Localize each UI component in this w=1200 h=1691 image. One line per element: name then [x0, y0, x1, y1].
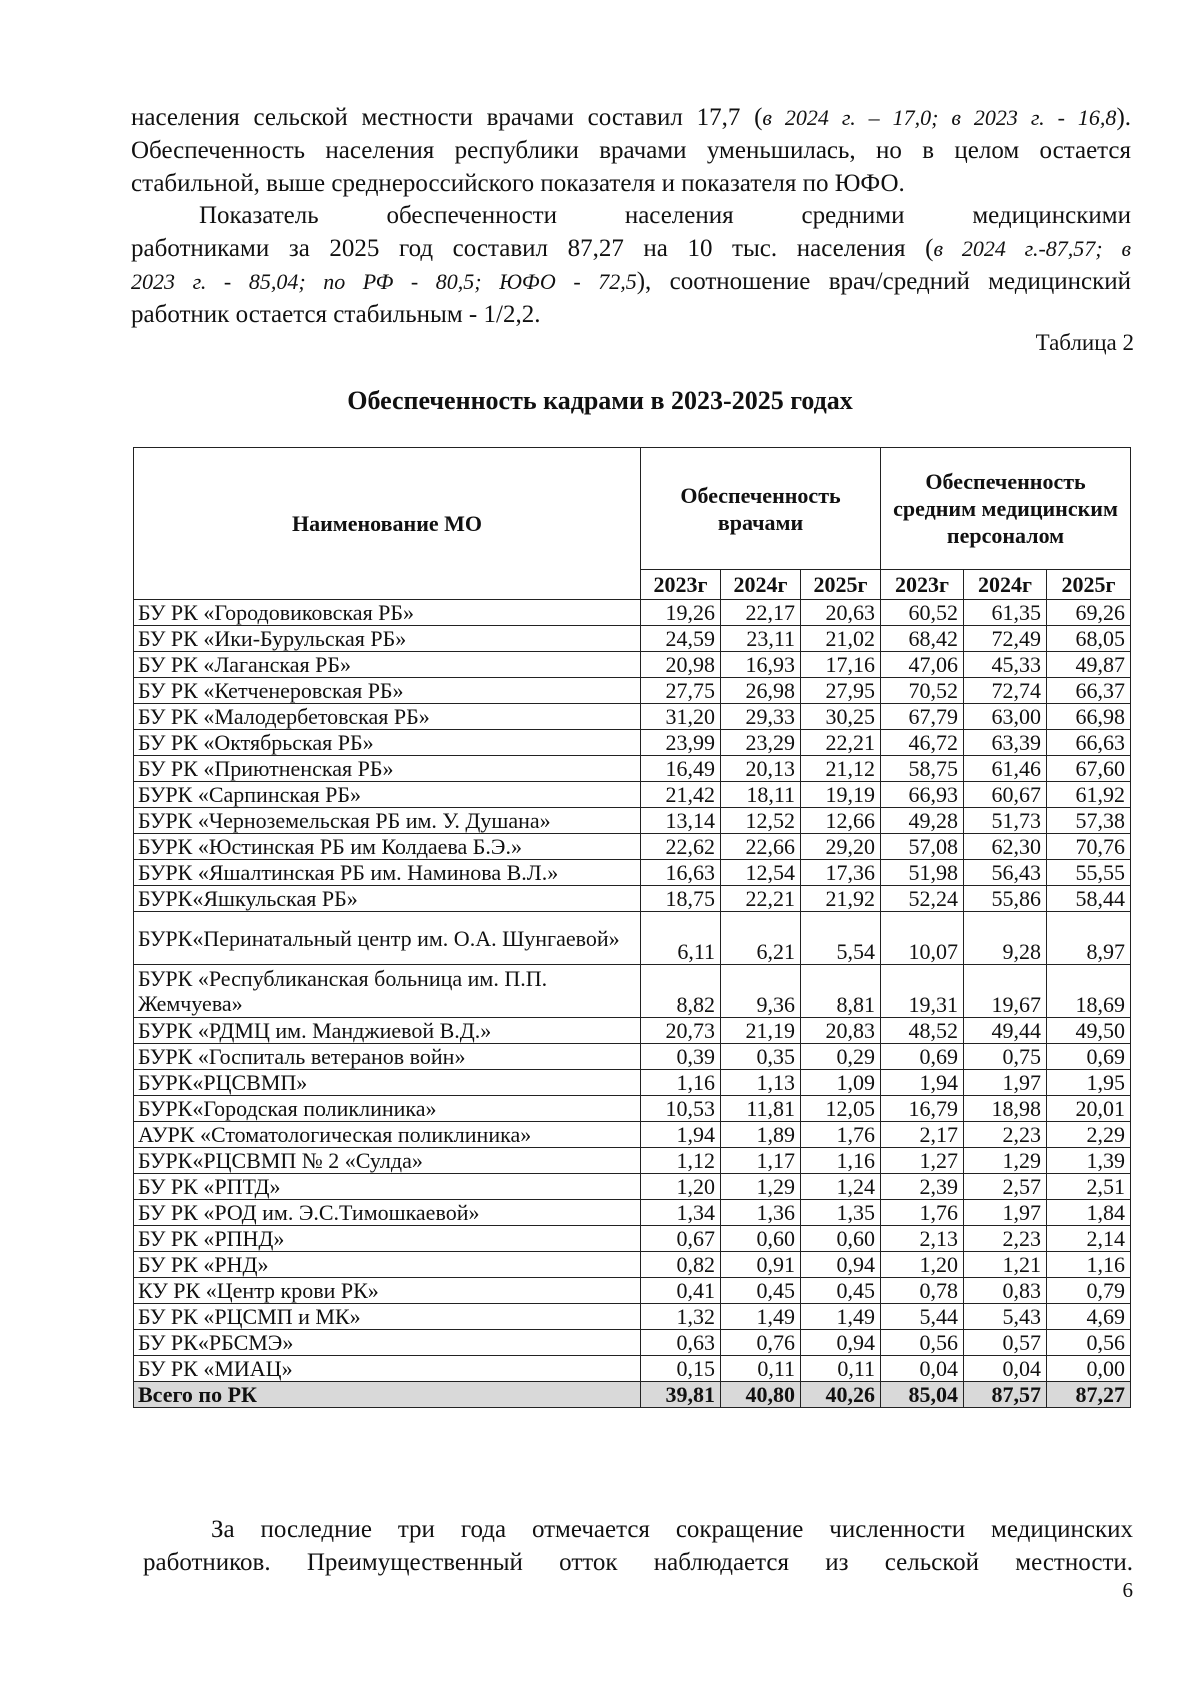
value-cell: 0,91 [721, 1252, 801, 1278]
value-cell: 5,43 [964, 1304, 1047, 1330]
value-cell: 2,17 [881, 1122, 964, 1148]
intro-paragraph [131, 101, 1131, 200]
value-cell: 0,69 [1047, 1044, 1131, 1070]
value-cell: 18,75 [641, 886, 721, 912]
value-cell: 0,76 [721, 1330, 801, 1356]
value-cell: 39,81 [641, 1382, 721, 1408]
value-cell: 21,42 [641, 782, 721, 808]
value-cell: 0,60 [801, 1226, 881, 1252]
value-cell: 48,52 [881, 1018, 964, 1044]
table-row [134, 834, 1131, 860]
year-header: 2024г [964, 570, 1047, 600]
table-label: Таблица 2 [1035, 330, 1134, 355]
value-cell: 1,16 [641, 1070, 721, 1096]
value-cell: 2,39 [881, 1174, 964, 1200]
value-cell: 27,95 [801, 678, 881, 704]
value-cell: 0,75 [964, 1044, 1047, 1070]
value-cell: 0,94 [801, 1252, 881, 1278]
value-cell: 22,21 [801, 730, 881, 756]
value-cell: 1,24 [801, 1174, 881, 1200]
value-cell: 68,42 [881, 626, 964, 652]
value-cell: 1,21 [964, 1252, 1047, 1278]
text-line: За последние три года отмечается сокращение численности медицинских [211, 1516, 1133, 1543]
table-body [134, 600, 1131, 1408]
header-nurses: Обеспеченность средним медицинским персоналом [881, 448, 1131, 570]
value-cell: 1,27 [881, 1148, 964, 1174]
value-cell: 0,60 [721, 1226, 801, 1252]
table-row [134, 860, 1131, 886]
mo-name-cell: Всего по РК [134, 1382, 641, 1408]
value-cell: 1,29 [964, 1148, 1047, 1174]
value-cell: 2,23 [964, 1122, 1047, 1148]
text-line: стабильной, выше среднероссийского показателя и показателя по ЮФО. [131, 170, 905, 197]
value-cell: 26,98 [721, 678, 801, 704]
value-cell: 30,25 [801, 704, 881, 730]
mo-name-cell: БУ РК «МИАЦ» [134, 1356, 641, 1382]
value-cell: 70,76 [1047, 834, 1131, 860]
table-row [134, 678, 1131, 704]
value-cell: 12,66 [801, 808, 881, 834]
value-cell: 40,80 [721, 1382, 801, 1408]
value-cell: 20,83 [801, 1018, 881, 1044]
text-line: работник остается стабильным - 1/2,2. [131, 301, 541, 328]
mo-name-cell: БУ РК «Городовиковская РБ» [134, 600, 641, 626]
value-cell: 1,94 [881, 1070, 964, 1096]
value-cell: 40,26 [801, 1382, 881, 1408]
value-cell: 16,93 [721, 652, 801, 678]
value-cell: 66,93 [881, 782, 964, 808]
value-cell: 31,20 [641, 704, 721, 730]
value-cell: 0,11 [801, 1356, 881, 1382]
value-cell: 1,32 [641, 1304, 721, 1330]
value-cell: 67,60 [1047, 756, 1131, 782]
value-cell: 20,13 [721, 756, 801, 782]
table-row [134, 704, 1131, 730]
value-cell: 2,13 [881, 1226, 964, 1252]
mo-name-cell: БУРК«Городская поликлиника» [134, 1096, 641, 1122]
total-row [134, 1382, 1131, 1408]
value-cell: 19,31 [881, 965, 964, 1018]
closing-paragraph [143, 1513, 1133, 1579]
header-doctors: Обеспеченность врачами [641, 448, 881, 570]
mo-name-cell: БУ РК «Октябрьская РБ» [134, 730, 641, 756]
table-row [134, 626, 1131, 652]
mo-name-cell: БУРК «Госпиталь ветеранов войн» [134, 1044, 641, 1070]
value-cell: 23,99 [641, 730, 721, 756]
value-cell: 1,36 [721, 1200, 801, 1226]
table-row [134, 1122, 1131, 1148]
value-cell: 20,98 [641, 652, 721, 678]
mo-name-cell: КУ РК «Центр крови РК» [134, 1278, 641, 1304]
text-line: 2023 г. - 85,04; по РФ - 80,5; ЮФО - 72,5), соотношение врач/средний медицинский [131, 268, 1131, 295]
value-cell: 57,38 [1047, 808, 1131, 834]
value-cell: 63,39 [964, 730, 1047, 756]
value-cell: 47,06 [881, 652, 964, 678]
table-row [134, 1278, 1131, 1304]
value-cell: 61,92 [1047, 782, 1131, 808]
value-cell: 46,72 [881, 730, 964, 756]
value-cell: 21,92 [801, 886, 881, 912]
year-header: 2024г [721, 570, 801, 600]
table-row [134, 1252, 1131, 1278]
value-cell: 0,57 [964, 1330, 1047, 1356]
value-cell: 21,19 [721, 1018, 801, 1044]
year-header: 2023г [641, 570, 721, 600]
value-cell: 21,12 [801, 756, 881, 782]
mo-name-cell: БУ РК«РБСМЭ» [134, 1330, 641, 1356]
table-row [134, 600, 1131, 626]
value-cell: 18,98 [964, 1096, 1047, 1122]
value-cell: 62,30 [964, 834, 1047, 860]
value-cell: 6,11 [641, 912, 721, 965]
value-cell: 0,63 [641, 1330, 721, 1356]
value-cell: 12,05 [801, 1096, 881, 1122]
value-cell: 16,63 [641, 860, 721, 886]
value-cell: 0,04 [964, 1356, 1047, 1382]
table-row [134, 1148, 1131, 1174]
value-cell: 1,17 [721, 1148, 801, 1174]
value-cell: 1,97 [964, 1070, 1047, 1096]
table-row [134, 1018, 1131, 1044]
value-cell: 0,82 [641, 1252, 721, 1278]
mo-name-cell: БУРК «РДМЦ им. Манджиевой В.Д.» [134, 1018, 641, 1044]
staffing-table [133, 447, 1131, 1408]
mo-name-cell: БУ РК «Ики-Бурульская РБ» [134, 626, 641, 652]
value-cell: 8,97 [1047, 912, 1131, 965]
value-cell: 1,97 [964, 1200, 1047, 1226]
value-cell: 85,04 [881, 1382, 964, 1408]
mo-name-cell: БУРК«Перинатальный центр им. О.А. Шунгаевой» [134, 912, 641, 965]
mo-name-cell: БУ РК «РОД им. Э.С.Тимошкаевой» [134, 1200, 641, 1226]
table-row [134, 912, 1131, 965]
value-cell: 55,55 [1047, 860, 1131, 886]
table-row [134, 1044, 1131, 1070]
value-cell: 19,67 [964, 965, 1047, 1018]
value-cell: 1,84 [1047, 1200, 1131, 1226]
page-number: 6 [1122, 1578, 1133, 1602]
value-cell: 0,94 [801, 1330, 881, 1356]
value-cell: 1,20 [881, 1252, 964, 1278]
value-cell: 2,29 [1047, 1122, 1131, 1148]
table-row [134, 1096, 1131, 1122]
mo-name-cell: БУ РК «Лаганская РБ» [134, 652, 641, 678]
mo-name-cell: БУ РК «РПТД» [134, 1174, 641, 1200]
value-cell: 45,33 [964, 652, 1047, 678]
value-cell: 87,27 [1047, 1382, 1131, 1408]
header-mo-name: Наименование МО [134, 448, 641, 600]
mo-name-cell: БУ РК «РЦСМП и МК» [134, 1304, 641, 1330]
text-line: работников. Преимущественный отток наблюдается из сельской местности. [143, 1549, 1133, 1576]
value-cell: 12,54 [721, 860, 801, 886]
value-cell: 0,45 [721, 1278, 801, 1304]
mo-name-cell: БУРК«Яшкульская РБ» [134, 886, 641, 912]
value-cell: 17,36 [801, 860, 881, 886]
value-cell: 9,28 [964, 912, 1047, 965]
staffing-table-container [133, 447, 1130, 1408]
value-cell: 58,75 [881, 756, 964, 782]
table-row [134, 1070, 1131, 1096]
value-cell: 66,63 [1047, 730, 1131, 756]
table-row [134, 808, 1131, 834]
value-cell: 1,16 [801, 1148, 881, 1174]
value-cell: 1,39 [1047, 1148, 1131, 1174]
value-cell: 52,24 [881, 886, 964, 912]
text-line: Показатель обеспеченности населения средними медицинскими [199, 202, 1131, 229]
value-cell: 16,79 [881, 1096, 964, 1122]
value-cell: 0,39 [641, 1044, 721, 1070]
mo-name-cell: БУ РК «Кетченеровская РБ» [134, 678, 641, 704]
value-cell: 0,79 [1047, 1278, 1131, 1304]
value-cell: 0,11 [721, 1356, 801, 1382]
value-cell: 0,00 [1047, 1356, 1131, 1382]
value-cell: 1,76 [801, 1122, 881, 1148]
value-cell: 19,19 [801, 782, 881, 808]
value-cell: 20,63 [801, 600, 881, 626]
value-cell: 72,74 [964, 678, 1047, 704]
value-cell: 0,56 [881, 1330, 964, 1356]
value-cell: 20,73 [641, 1018, 721, 1044]
value-cell: 1,29 [721, 1174, 801, 1200]
mo-name-cell: БУРК «Сарпинская РБ» [134, 782, 641, 808]
value-cell: 24,59 [641, 626, 721, 652]
value-cell: 10,53 [641, 1096, 721, 1122]
mo-name-cell: БУРК«РЦСВМП № 2 «Сулда» [134, 1148, 641, 1174]
value-cell: 22,62 [641, 834, 721, 860]
value-cell: 12,52 [721, 808, 801, 834]
value-cell: 2,23 [964, 1226, 1047, 1252]
value-cell: 49,28 [881, 808, 964, 834]
value-cell: 72,49 [964, 626, 1047, 652]
value-cell: 0,15 [641, 1356, 721, 1382]
value-cell: 67,79 [881, 704, 964, 730]
value-cell: 1,94 [641, 1122, 721, 1148]
value-cell: 17,16 [801, 652, 881, 678]
value-cell: 1,35 [801, 1200, 881, 1226]
value-cell: 27,75 [641, 678, 721, 704]
value-cell: 1,49 [721, 1304, 801, 1330]
value-cell: 61,46 [964, 756, 1047, 782]
value-cell: 18,11 [721, 782, 801, 808]
table-row [134, 965, 1131, 1018]
text-line: Обеспеченность населения республики врачами уменьшилась, но в целом остается [131, 137, 1131, 164]
mo-name-cell: БУ РК «РПНД» [134, 1226, 641, 1252]
value-cell: 1,20 [641, 1174, 721, 1200]
value-cell: 0,67 [641, 1226, 721, 1252]
table-row [134, 1200, 1131, 1226]
value-cell: 61,35 [964, 600, 1047, 626]
value-cell: 63,00 [964, 704, 1047, 730]
table-row [134, 652, 1131, 678]
value-cell: 0,41 [641, 1278, 721, 1304]
value-cell: 22,21 [721, 886, 801, 912]
value-cell: 29,33 [721, 704, 801, 730]
year-header: 2025г [1047, 570, 1131, 600]
value-cell: 1,95 [1047, 1070, 1131, 1096]
table-row [134, 886, 1131, 912]
text-line: населения сельской местности врачами составил 17,7 (в 2024 г. – 17,0; в 2023 г. - 16,8). [131, 104, 1132, 131]
mo-name-cell: БУРК «Юстинская РБ им Колдаева Б.Э.» [134, 834, 641, 860]
table-row [134, 730, 1131, 756]
value-cell: 22,17 [721, 600, 801, 626]
value-cell: 20,01 [1047, 1096, 1131, 1122]
mo-name-cell: БУРК «Черноземельская РБ им. У. Душана» [134, 808, 641, 834]
nurses-paragraph [131, 199, 1131, 331]
mo-name-cell: БУ РК «Малодербетовская РБ» [134, 704, 641, 730]
table-row [134, 1356, 1131, 1382]
value-cell: 0,29 [801, 1044, 881, 1070]
value-cell: 66,98 [1047, 704, 1131, 730]
mo-name-cell: АУРК «Стоматологическая поликлиника» [134, 1122, 641, 1148]
table-title: Обеспеченность кадрами в 2023-2025 годах [347, 386, 853, 415]
year-header: 2023г [881, 570, 964, 600]
value-cell: 4,69 [1047, 1304, 1131, 1330]
table-row [134, 1174, 1131, 1200]
value-cell: 87,57 [964, 1382, 1047, 1408]
value-cell: 22,66 [721, 834, 801, 860]
table-row [134, 1304, 1131, 1330]
value-cell: 56,43 [964, 860, 1047, 886]
value-cell: 49,50 [1047, 1018, 1131, 1044]
value-cell: 0,45 [801, 1278, 881, 1304]
year-header: 2025г [801, 570, 881, 600]
value-cell: 10,07 [881, 912, 964, 965]
table-row [134, 1226, 1131, 1252]
mo-name-cell: БУ РК «Приютненская РБ» [134, 756, 641, 782]
value-cell: 1,09 [801, 1070, 881, 1096]
value-cell: 55,86 [964, 886, 1047, 912]
value-cell: 18,69 [1047, 965, 1131, 1018]
value-cell: 5,44 [881, 1304, 964, 1330]
value-cell: 1,76 [881, 1200, 964, 1226]
value-cell: 1,34 [641, 1200, 721, 1226]
value-cell: 70,52 [881, 678, 964, 704]
value-cell: 60,67 [964, 782, 1047, 808]
value-cell: 51,73 [964, 808, 1047, 834]
value-cell: 0,56 [1047, 1330, 1131, 1356]
value-cell: 0,83 [964, 1278, 1047, 1304]
table-row [134, 756, 1131, 782]
value-cell: 57,08 [881, 834, 964, 860]
value-cell: 6,21 [721, 912, 801, 965]
value-cell: 5,54 [801, 912, 881, 965]
value-cell: 0,69 [881, 1044, 964, 1070]
value-cell: 2,51 [1047, 1174, 1131, 1200]
mo-name-cell: БУРК «Яшалтинская РБ им. Наминова В.Л.» [134, 860, 641, 886]
mo-name-cell: БУРК«РЦСВМП» [134, 1070, 641, 1096]
value-cell: 60,52 [881, 600, 964, 626]
value-cell: 29,20 [801, 834, 881, 860]
value-cell: 1,12 [641, 1148, 721, 1174]
value-cell: 21,02 [801, 626, 881, 652]
table-row [134, 1330, 1131, 1356]
value-cell: 51,98 [881, 860, 964, 886]
table-row [134, 782, 1131, 808]
value-cell: 13,14 [641, 808, 721, 834]
value-cell: 9,36 [721, 965, 801, 1018]
value-cell: 58,44 [1047, 886, 1131, 912]
value-cell: 49,44 [964, 1018, 1047, 1044]
text-line: работниками за 2025 год составил 87,27 на 10 тыс. населения (в 2024 г.-87,57; в [131, 235, 1131, 262]
value-cell: 66,37 [1047, 678, 1131, 704]
value-cell: 16,49 [641, 756, 721, 782]
value-cell: 23,11 [721, 626, 801, 652]
mo-name-cell: БУ РК «РНД» [134, 1252, 641, 1278]
value-cell: 11,81 [721, 1096, 801, 1122]
value-cell: 19,26 [641, 600, 721, 626]
value-cell: 2,57 [964, 1174, 1047, 1200]
value-cell: 2,14 [1047, 1226, 1131, 1252]
value-cell: 0,78 [881, 1278, 964, 1304]
mo-name-cell: БУРК «Республиканская больница им. П.П. Жемчуева» [134, 965, 641, 1018]
value-cell: 0,04 [881, 1356, 964, 1382]
value-cell: 49,87 [1047, 652, 1131, 678]
value-cell: 8,81 [801, 965, 881, 1018]
value-cell: 8,82 [641, 965, 721, 1018]
value-cell: 68,05 [1047, 626, 1131, 652]
value-cell: 1,49 [801, 1304, 881, 1330]
value-cell: 1,16 [1047, 1252, 1131, 1278]
value-cell: 1,89 [721, 1122, 801, 1148]
value-cell: 69,26 [1047, 600, 1131, 626]
value-cell: 0,35 [721, 1044, 801, 1070]
value-cell: 1,13 [721, 1070, 801, 1096]
value-cell: 23,29 [721, 730, 801, 756]
